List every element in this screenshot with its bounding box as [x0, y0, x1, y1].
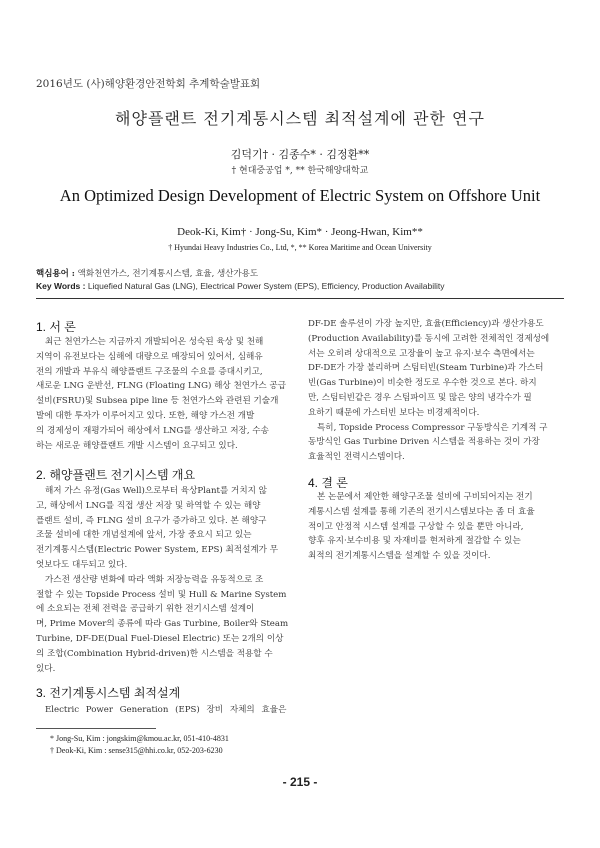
text-line: 설비(FSRU)및 Subsea pipe line 등 천연가스와 관련된 기술개: [36, 396, 279, 407]
text-line: 최근 천연가스는 지금까지 개발되어온 성숙된 육상 및 천해: [45, 337, 264, 347]
keywords-english-label: Key Words :: [36, 281, 86, 291]
conference-header: 2016년도 (사)해양환경안전학회 추계학술발표회: [36, 78, 261, 90]
text-line: Electric Power Generation (EPS) 장비 자체의 효율은: [45, 705, 287, 715]
text-line: 새로운 LNG 운반선, FLNG (Floating LNG) 해상 천연가스 공급: [36, 381, 286, 392]
section-4-heading: 4. 결 론: [308, 476, 348, 490]
text-line: 가스전 생산량 변화에 따라 액화 저장능력을 유동적으로 조: [45, 574, 264, 585]
right-column-body: [308, 317, 564, 465]
keywords-korean-value: 액화천연가스, 전기계통시스템, 효율, 생산가용도: [77, 269, 259, 279]
text-line: 조물 설비에 대한 개념설계에 앞서, 가장 중요시 되고 있는: [36, 530, 252, 541]
section-1-heading: 1. 서 론: [36, 320, 76, 334]
text-line: 해저 가스 유정(Gas Well)으로부터 육상Plant를 거치지 않: [45, 486, 267, 496]
keywords-korean: [36, 267, 258, 279]
section-4-body: [308, 490, 564, 564]
section-3-body: [36, 703, 292, 718]
english-affiliation: † Hyundai Heavy Industries Co., Ltd, *, ** Korea Maritime and Ocean University: [168, 243, 432, 252]
section-3-heading: 3. 전기계통시스템 최적설계: [36, 686, 181, 700]
korean-title: 해양플랜트 전기계통시스템 최적설계에 관한 연구: [115, 109, 485, 128]
text-line: 빈(Gas Turbine)이 비슷한 정도로 우수한 것으로 본다. 하지: [308, 378, 537, 389]
text-line: 계통시스템 설계를 통해 기존의 전기시스템보다는 좀 더 효율: [308, 506, 535, 517]
text-line: 의 경제성이 재평가되어 해상에서 LNG를 생산하고 저장, 수송: [36, 425, 269, 436]
text-line: 발에 대한 투자가 이루어지고 있다. 또한, 해양 가스전 개발: [36, 410, 255, 421]
section-2-paragraph-2: [36, 573, 292, 677]
text-line: 엇보다도 대두되고 있다.: [36, 559, 128, 570]
korean-authors: 김덕기† · 김종수* · 김정환**: [230, 148, 370, 161]
text-line: 플랜트 설비, 즉 FLNG 설비 요구가 증가하고 있다. 본 해양구: [36, 515, 267, 526]
text-line: Turbine, DF-DE(Dual Fuel-Diesel Electric) 또는 2개의 이상: [36, 633, 284, 644]
footnote-divider: [36, 728, 156, 729]
footnote-first-author: † Deok-Ki, Kim : sense315@hhi.co.kr, 052-203-6230: [50, 746, 223, 755]
text-line: 전기계통시스템(Electric Power System, EPS) 최적설계가 무: [36, 545, 279, 556]
page-number: - 215 -: [282, 775, 318, 789]
text-line: DF-DE 솔루션이 가장 높지만, 효율(Efficiency)과 생산가용도: [308, 319, 544, 329]
text-line: 며, Prime Mover의 종류에 따라 Gas Turbine, Boiler와 Steam: [36, 619, 289, 630]
text-line: 향후 유지·보수비용 및 자재비를 현저하게 절감할 수 있는: [308, 536, 521, 547]
english-title: An Optimized Design Development of Electric System on Offshore Unit: [59, 186, 541, 205]
text-line: 만, 스팀터빈같은 경우 스팀파이프 및 많은 양의 냉각수가 필: [308, 392, 532, 403]
section-2-paragraph-1: [36, 484, 292, 573]
text-line: 고, 해상에서 LNG를 직접 생산 저장 및 하역할 수 있는 해양: [36, 500, 261, 511]
section-1-paragraph: [36, 335, 292, 453]
text-line: 에 소요되는 전체 전력을 공급하기 위한 전기시스템 설계이: [36, 604, 255, 615]
text-line: 최적의 전기계통시스템을 설계할 수 있을 것이다.: [308, 551, 491, 562]
section-3-continued-paragraph-1: [308, 317, 564, 421]
english-authors: Deok-Ki, Kim† · Jong-Su, Kim* · Jeong-Hwan, Kim**: [177, 226, 423, 238]
text-line: 절할 수 있는 Topside Process 설비 및 Hull & Marine System: [36, 589, 287, 600]
text-line: 요하기 때문에 가스터빈 보다는 비경제적이다.: [308, 407, 480, 418]
text-line: 서는 오히려 상대적으로 고장율이 높고 유지·보수 측면에서는: [308, 348, 535, 359]
keywords-divider: [36, 298, 564, 299]
section-2-heading: 2. 해양플랜트 전기시스템 개요: [36, 468, 196, 482]
text-line: 특히, Topside Process Compressor 구동방식은 기계적 구: [317, 422, 548, 433]
section-4-paragraph: [308, 490, 564, 564]
text-line: 동방식인 Gas Turbine Driven 시스템을 적용하는 것이 가장: [308, 437, 540, 448]
text-line: 의 조합(Combination Hybrid-driven)한 시스템을 적용할 수: [36, 648, 273, 659]
text-line: 본 논문에서 제안한 해양구조물 설비에 구비되어지는 전기: [317, 492, 533, 502]
section-2-body: [36, 484, 292, 676]
text-line: 하는 새로운 해양플랜트 개발 시스템이 요구되고 있다.: [36, 440, 238, 451]
text-line: 적이고 안정적 시스템 설계를 구상할 수 있을 뿐만 아니라,: [308, 521, 524, 532]
text-line: 있다.: [36, 663, 56, 674]
korean-affiliation: † 현대중공업 *, ** 한국해양대학교: [231, 166, 369, 176]
keywords-korean-label: 핵심용어 :: [36, 269, 75, 279]
text-line: DF-DE가 가장 불리하며 스팀터빈(Steam Turbine)과 가스터: [308, 363, 544, 374]
text-line: 지역이 유전보다는 심해에 대량으로 매장되어 있어서, 심해유: [36, 351, 263, 362]
text-line: (Production Availability)를 동시에 고려한 전체적인 경제성에: [308, 333, 550, 344]
keywords-english: [36, 281, 445, 291]
section-3-paragraph: [36, 703, 292, 718]
section-3-continued-paragraph-2: [308, 421, 564, 465]
text-line: 효율적인 전력시스템이다.: [308, 452, 405, 463]
keywords-english-value: Liquefied Natural Gas (LNG), Electrical Power System (EPS), Efficiency, Production Availability: [87, 281, 445, 291]
text-line: 전의 개발과 부유식 해양플랜트 구조물의 수요를 증대시키고,: [36, 366, 263, 377]
section-1-body: [36, 335, 292, 453]
footnote-corresponding: * Jong-Su, Kim : jongskim@kmou.ac.kr, 051-410-4831: [50, 734, 229, 743]
